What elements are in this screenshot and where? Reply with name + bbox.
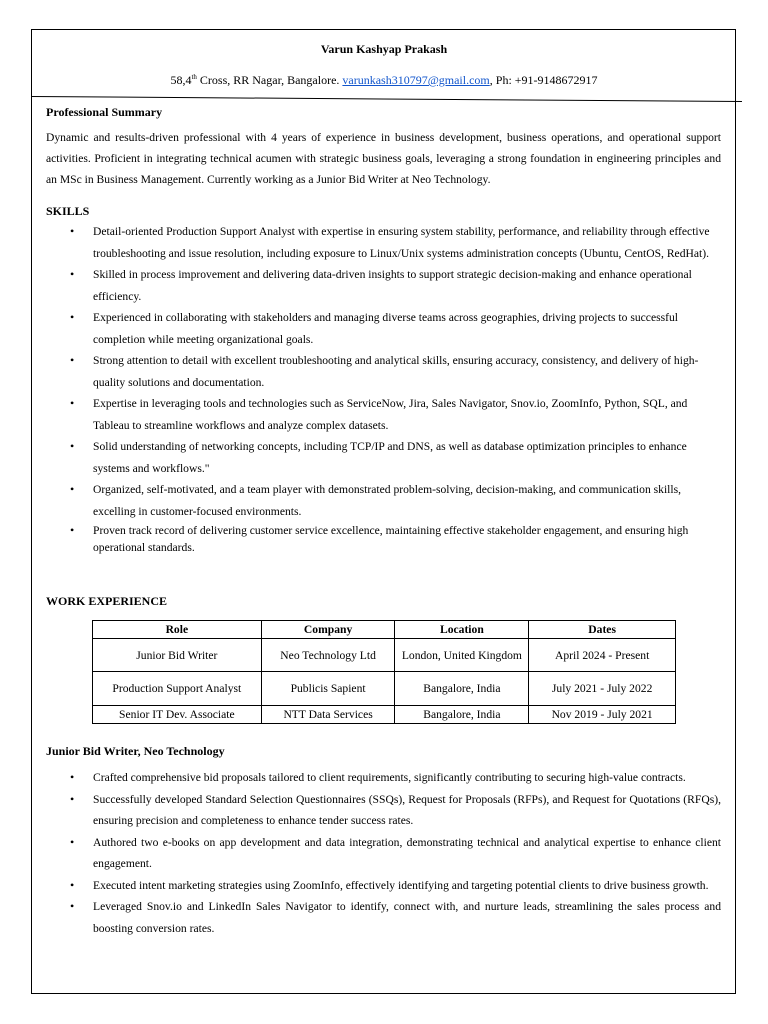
- contact-line: [0, 73, 768, 88]
- skill-text: Experienced in collaborating with stakeholders and managing diverse teams across geographies, driving projects to successful completion while meeting organizational goals.: [93, 311, 678, 346]
- table-cell: London, United Kingdom: [395, 639, 529, 672]
- bullet-icon: •: [70, 523, 75, 537]
- table-row: [93, 639, 676, 672]
- phone-text: , Ph: +91-9148672917: [489, 73, 598, 87]
- skill-text: Organized, self-motivated, and a team player with demonstrated problem-solving, decision-making, and communication skills, excelling in customer-focused environments.: [93, 483, 682, 518]
- candidate-name: Varun Kashyap Prakash: [320, 42, 448, 56]
- list-item: [46, 264, 721, 307]
- summary-text: Dynamic and results-driven professional with 4 years of experience in business development, business operations, and operational support activities. Proficient in integrating technical acumen with strategic business goals, leveraging a strong foundation in engineering principles and an MSc in Business Management. Currently working as a Junior Bid Writer at Neo Technology.: [46, 131, 721, 186]
- list-item: [46, 393, 721, 436]
- table-cell: Bangalore, India: [395, 706, 529, 724]
- list-item: [46, 789, 721, 832]
- skill-text: Skilled in process improvement and delivering data-driven insights to support strategic decision-making and enhance operational efficiency.: [93, 268, 692, 303]
- table-header-row: [93, 621, 676, 639]
- table-cell: NTT Data Services: [261, 706, 395, 724]
- table-cell: Bangalore, India: [395, 672, 529, 706]
- list-item: [46, 307, 721, 350]
- bullet-icon: •: [70, 267, 75, 281]
- bullet-icon: •: [70, 396, 75, 410]
- experience-table: [92, 620, 676, 724]
- bullet-icon: •: [70, 877, 75, 892]
- table-cell: Junior Bid Writer: [93, 639, 262, 672]
- bullet-icon: •: [70, 310, 75, 324]
- duty-text: Executed intent marketing strategies using ZoomInfo, effectively identifying and targeting potential clients to drive business growth.: [93, 878, 709, 892]
- skill-text: Strong attention to detail with excellent troubleshooting and analytical skills, ensuring accuracy, consistency, and delivery of high-quality solutions and documentation.: [93, 354, 699, 389]
- column-header: Company: [261, 621, 395, 639]
- email-link[interactable]: varunkash310797@gmail.com: [342, 73, 490, 87]
- skill-text: Detail-oriented Production Support Analyst with expertise in ensuring system stability, performance, and reliability through effective troubleshooting and issue resolution, including exposure to Linux/Unix systems administration concepts (Ubuntu, CentOS, RedHat).: [93, 225, 710, 260]
- bullet-icon: •: [70, 482, 75, 496]
- summary-heading: Professional Summary: [46, 105, 163, 119]
- list-item: [46, 479, 721, 522]
- bullet-icon: •: [70, 439, 75, 453]
- table-row: [93, 672, 676, 706]
- table-cell: Neo Technology Ltd: [261, 639, 395, 672]
- list-item: [46, 875, 721, 897]
- skills-list: [46, 221, 721, 556]
- address-ordinal: th: [191, 73, 197, 81]
- list-item: [46, 436, 721, 479]
- bullet-icon: •: [70, 791, 75, 806]
- bullet-icon: •: [70, 224, 75, 238]
- list-item: [46, 221, 721, 264]
- table-row: [93, 706, 676, 724]
- duty-text: Authored two e-books on app development and data integration, demonstrating technical and analytical expertise to enhance client engagement.: [93, 835, 721, 870]
- list-item: [46, 832, 721, 875]
- table-cell: April 2024 - Present: [529, 639, 676, 672]
- list-item: [46, 522, 721, 556]
- table-cell: July 2021 - July 2022: [529, 672, 676, 706]
- column-header: Role: [93, 621, 262, 639]
- bullet-icon: •: [70, 353, 75, 367]
- table-cell: Publicis Sapient: [261, 672, 395, 706]
- list-item: [46, 896, 721, 939]
- duty-text: Successfully developed Standard Selection Questionnaires (SSQs), Request for Proposals (RFPs), and Request for Quotations (RFQs), ensuring precision and completeness to enhance tender success rates.: [93, 792, 721, 827]
- table-cell: Nov 2019 - July 2021: [529, 706, 676, 724]
- job-heading: Junior Bid Writer, Neo Technology: [46, 744, 225, 758]
- skill-text: Solid understanding of networking concepts, including TCP/IP and DNS, as well as database optimization principles to enhance systems and workflows.": [93, 440, 687, 475]
- skill-text: Expertise in leveraging tools and technologies such as ServiceNow, Jira, Sales Navigator, Snov.io, ZoomInfo, Python, SQL, and Tableau to streamline workflows and analyze complex datasets.: [93, 397, 688, 432]
- bullet-icon: •: [70, 770, 75, 784]
- address-text: Cross, RR Nagar, Bangalore.: [196, 73, 343, 87]
- column-header: Location: [395, 621, 529, 639]
- bullet-icon: •: [70, 899, 75, 913]
- list-item: [46, 767, 721, 789]
- skill-text: Proven track record of delivering customer service excellence, maintaining effective stakeholder engagement, and ensuring high operational standards.: [93, 524, 689, 554]
- experience-heading: WORK EXPERIENCE: [46, 594, 168, 608]
- job-duties-list: [46, 767, 721, 939]
- duty-text: Leveraged Snov.io and LinkedIn Sales Navigator to identify, connect with, and nurture leads, streamlining the sales process and boosting conversion rates.: [93, 900, 721, 935]
- duty-text: Crafted comprehensive bid proposals tailored to client requirements, significantly contributing to securing high-value contracts.: [93, 771, 686, 784]
- skills-heading: SKILLS: [46, 204, 90, 218]
- table-cell: Senior IT Dev. Associate: [93, 706, 262, 724]
- address-number: 58,4: [170, 73, 192, 87]
- column-header: Dates: [529, 621, 676, 639]
- bullet-icon: •: [70, 834, 75, 849]
- list-item: [46, 350, 721, 393]
- table-cell: Production Support Analyst: [93, 672, 262, 706]
